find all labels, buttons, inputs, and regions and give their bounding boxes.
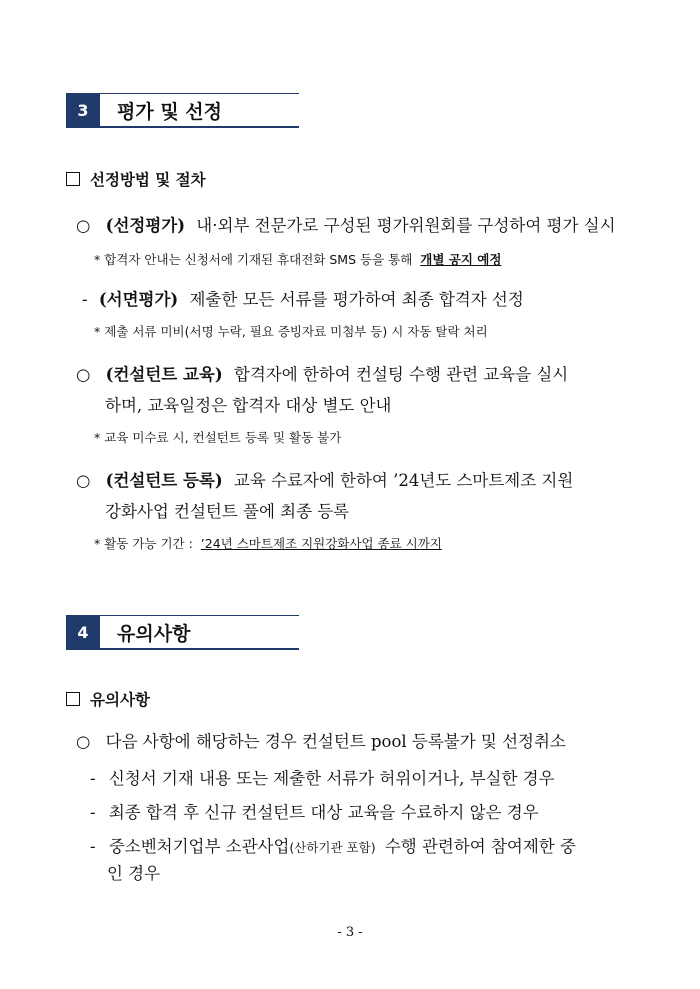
list-item bbox=[76, 728, 566, 752]
item-text-continued: 강화사업 컨설턴트 풀에 최종 등록 bbox=[105, 502, 350, 521]
item-text: 교육 수료자에 한하여 ’24년도 스마트제조 지원 bbox=[233, 471, 574, 490]
subsection-heading-text: 유의사항 bbox=[90, 691, 150, 709]
section-header-top-rule bbox=[66, 615, 299, 616]
item-text: 수행 관련하여 참여제한 중 bbox=[384, 837, 576, 856]
subsection-heading bbox=[66, 688, 150, 710]
circle-bullet-icon: ○ bbox=[76, 732, 91, 751]
list-item bbox=[90, 833, 576, 857]
circle-bullet-icon: ○ bbox=[76, 471, 91, 490]
page-number: - 3 - bbox=[337, 925, 363, 940]
item-text: 다음 사항에 해당하는 경우 컨설턴트 pool 등록불가 및 선정취소 bbox=[105, 732, 566, 751]
dash-bullet: - bbox=[82, 290, 88, 309]
item-label: (컨설턴트 등록) bbox=[105, 471, 223, 490]
list-item bbox=[76, 361, 568, 385]
subsection-heading bbox=[66, 168, 206, 190]
item-label: (서면평가) bbox=[98, 290, 179, 309]
item-text-continued: 인 경우 bbox=[107, 864, 161, 883]
item-text-continued: 하며, 교육일정은 합격자 대상 별도 안내 bbox=[105, 396, 392, 415]
list-item bbox=[82, 286, 524, 310]
list-item bbox=[90, 765, 555, 789]
item-label: (선정평가) bbox=[105, 216, 186, 235]
item-text: 합격자에 한하여 컨설팅 수행 관련 교육을 실시 bbox=[233, 365, 569, 384]
subsection-heading-text: 선정방법 및 절차 bbox=[90, 171, 206, 189]
list-item bbox=[90, 799, 539, 823]
dash-bullet: - bbox=[90, 769, 96, 788]
section-number-badge: 3 bbox=[66, 93, 100, 127]
note-emphasis: 개별 공지 예정 bbox=[420, 252, 502, 267]
item-label: (컨설턴트 교육) bbox=[105, 365, 223, 384]
checkbox-square-icon bbox=[66, 692, 80, 706]
section-title: 유의사항 bbox=[117, 623, 191, 645]
item-text: 신청서 기재 내용 또는 제출한 서류가 허위이거나, 부실한 경우 bbox=[108, 769, 555, 788]
list-item bbox=[76, 212, 616, 236]
item-text: 최종 합격 후 신규 컨설턴트 대상 교육을 수료하지 않은 경우 bbox=[108, 803, 539, 822]
note: * 제출 서류 미비(서명 누락, 필요 증빙자료 미첨부 등) 시 자동 탈락 처리 bbox=[94, 324, 488, 339]
note: * 교육 미수료 시, 컨설턴트 등록 및 활동 불가 bbox=[94, 430, 342, 445]
item-text: 내·외부 전문가로 구성된 평가위원회를 구성하여 평가 실시 bbox=[196, 216, 616, 235]
section-header-top-rule bbox=[66, 93, 299, 94]
item-text: 중소벤처기업부 소관사업 bbox=[108, 837, 290, 856]
item-text-paren: (산하기관 포함) bbox=[289, 840, 376, 855]
list-item bbox=[76, 467, 573, 491]
circle-bullet-icon: ○ bbox=[76, 216, 91, 235]
dash-bullet: - bbox=[90, 803, 96, 822]
dash-bullet: - bbox=[90, 837, 96, 856]
note: * 활동 가능 기간 : ’24년 스마트제조 지원강화사업 종료 시까지 bbox=[94, 536, 442, 551]
section-header-bottom-rule bbox=[66, 126, 299, 128]
circle-bullet-icon: ○ bbox=[76, 365, 91, 384]
section-title: 평가 및 선정 bbox=[117, 101, 222, 123]
item-text: 제출한 모든 서류를 평가하여 최종 합격자 선정 bbox=[189, 290, 524, 309]
note-underlined: ’24년 스마트제조 지원강화사업 종료 시까지 bbox=[200, 536, 442, 551]
checkbox-square-icon bbox=[66, 172, 80, 186]
section-number-badge: 4 bbox=[66, 615, 100, 649]
note: * 합격자 안내는 신청서에 기재된 휴대전화 SMS 등을 통해 개별 공지 예정 bbox=[94, 252, 502, 267]
section-header-bottom-rule bbox=[66, 648, 299, 650]
